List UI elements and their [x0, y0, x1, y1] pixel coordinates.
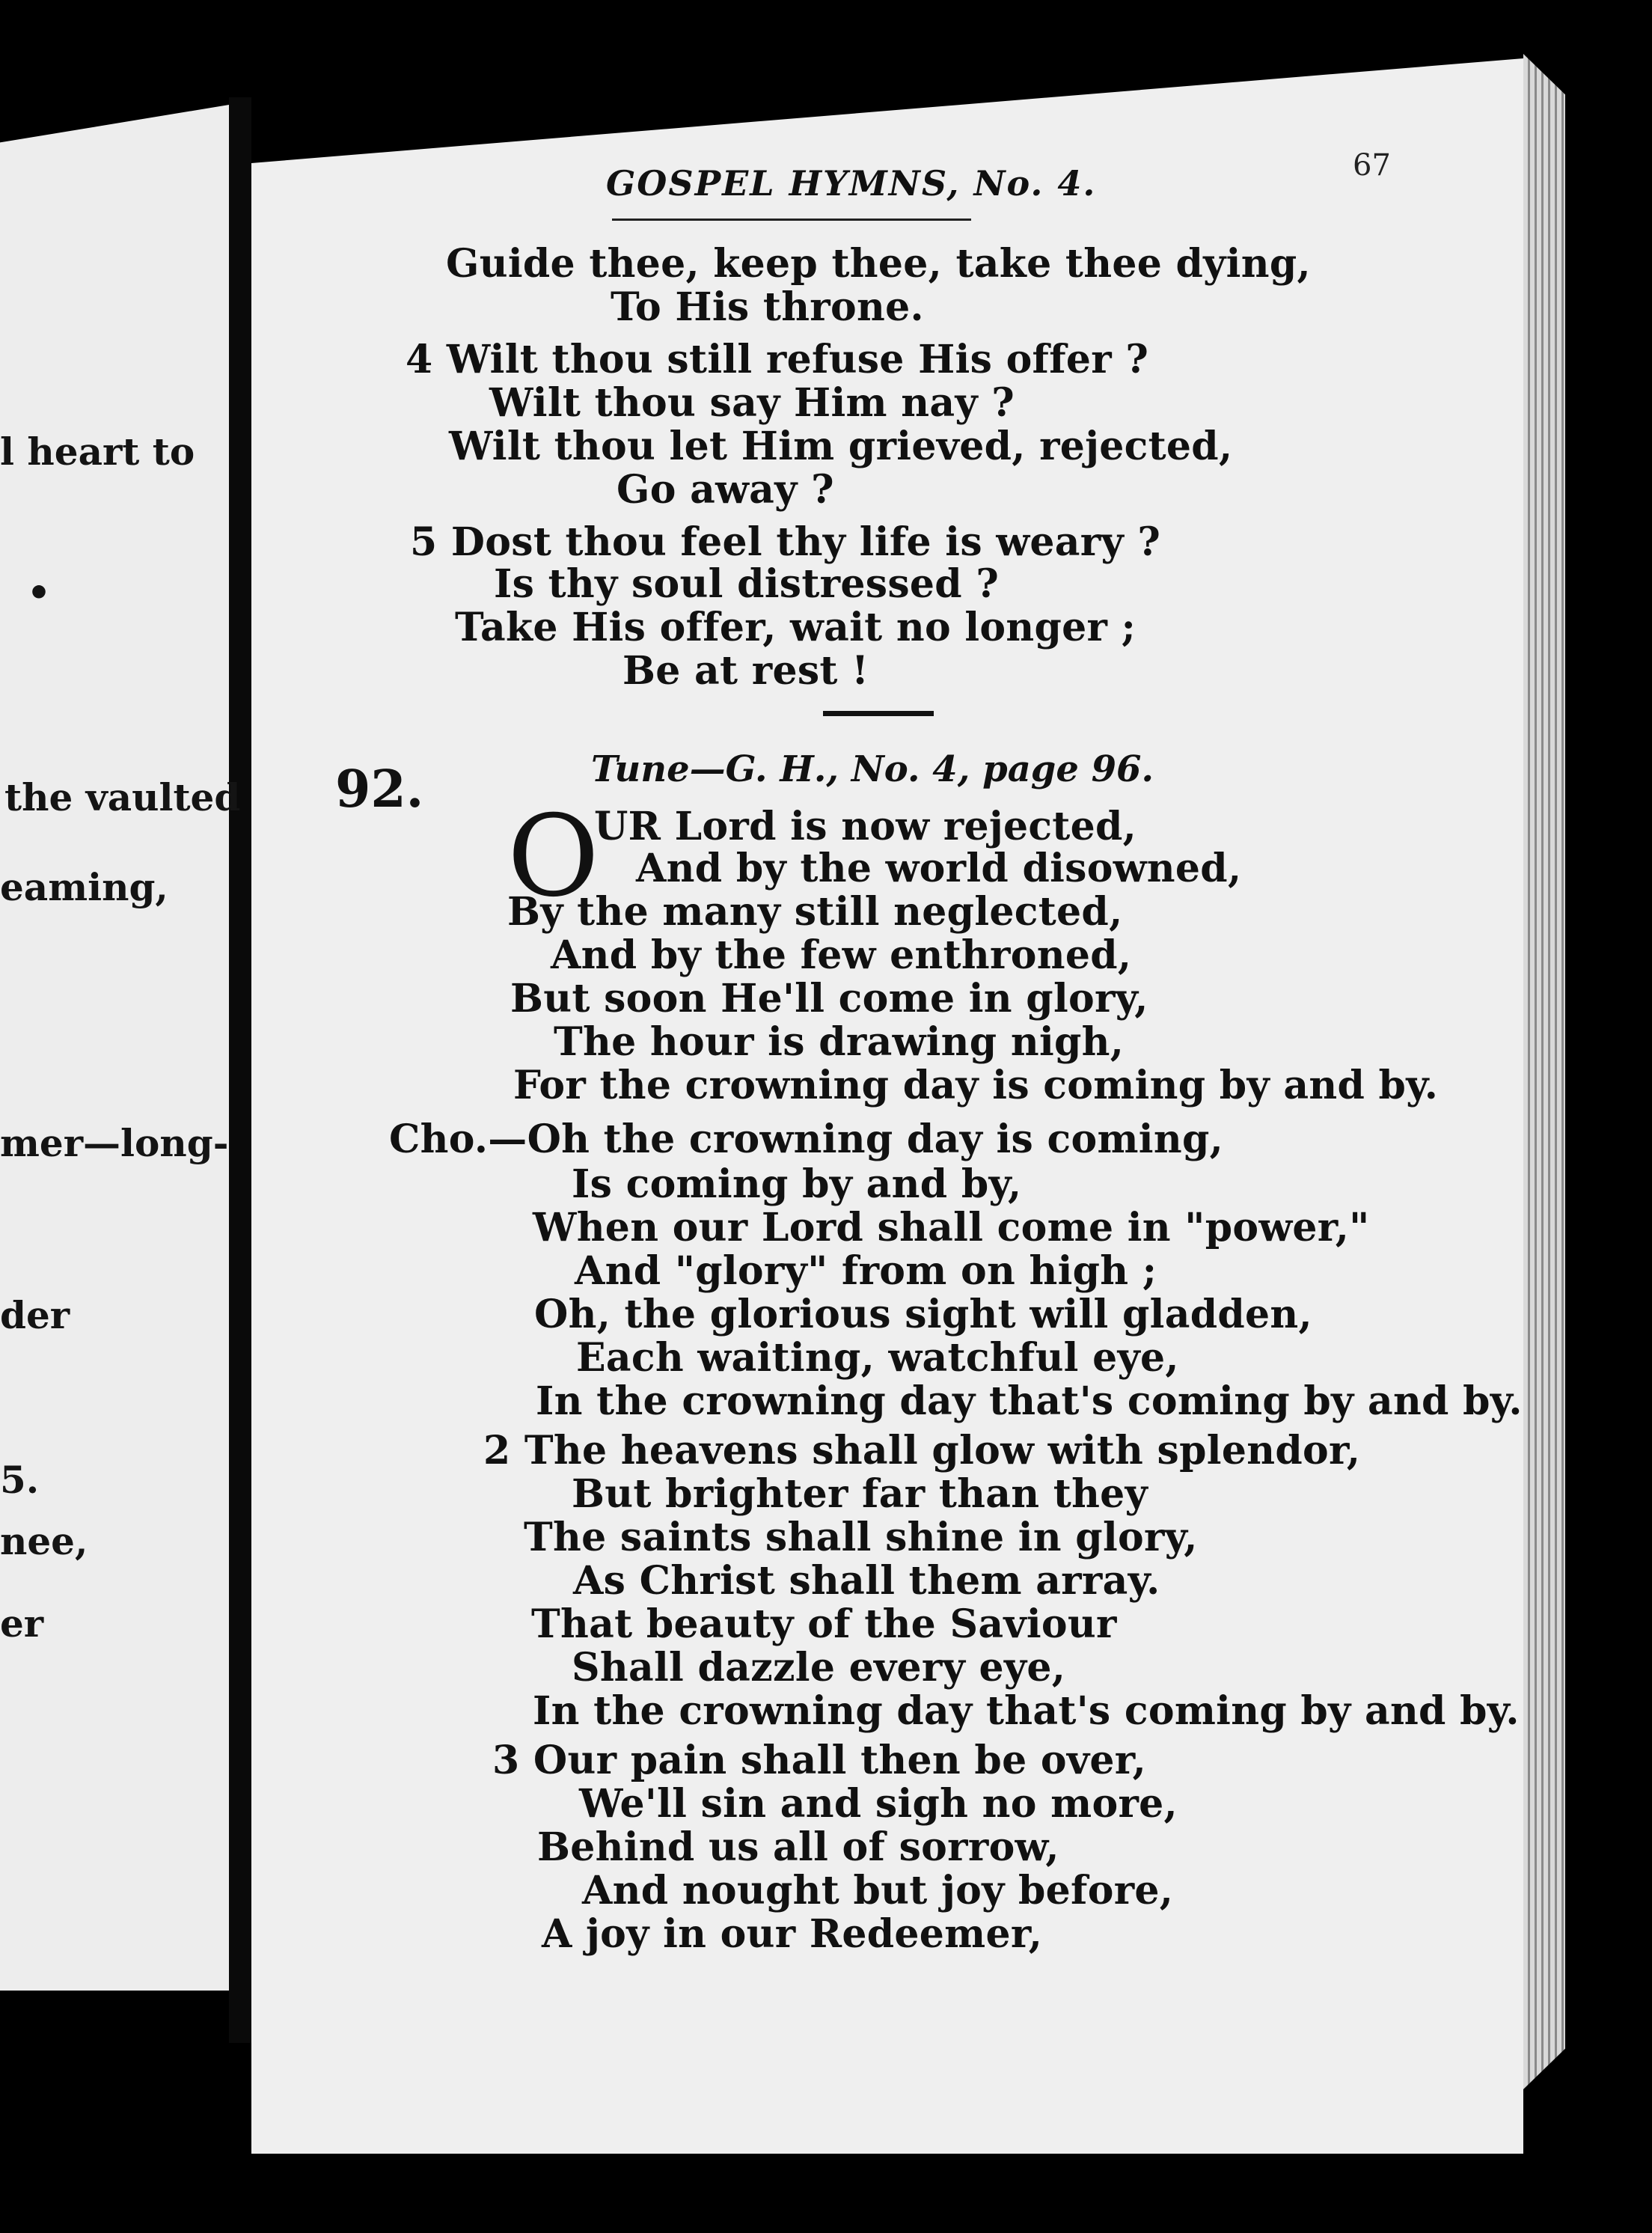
- header-rule: [612, 219, 971, 221]
- page-number: 67: [1353, 148, 1391, 183]
- section-divider: [823, 711, 934, 716]
- hymn-line: As Christ shall them array.: [573, 1558, 1160, 1604]
- hymn-line: Shall dazzle every eye,: [572, 1645, 1066, 1690]
- left-fragment: mer—long-: [0, 1121, 229, 1165]
- hymn-line: And by the few enthroned,: [551, 932, 1132, 978]
- page-edges: [1523, 54, 1565, 2089]
- hymn-number: 92.: [335, 760, 424, 819]
- left-fragment: der: [0, 1293, 70, 1337]
- hymn-line: And nought but joy before,: [582, 1868, 1174, 1913]
- hymn-line: 2 The heavens shall glow with splendor,: [483, 1428, 1361, 1473]
- chorus-line: Is coming by and by,: [572, 1161, 1022, 1207]
- hymn-line: Wilt thou let Him grieved, rejected,: [449, 424, 1233, 469]
- hymn-line: To His throne.: [611, 284, 924, 330]
- left-fragment: 5.: [0, 1458, 40, 1502]
- hymn-line: But soon He'll come in glory,: [510, 976, 1148, 1021]
- hymn-line: 5 Dost thou feel thy life is weary ?: [410, 519, 1161, 565]
- left-page: [0, 105, 229, 1991]
- left-fragment: •: [27, 570, 51, 614]
- hymn-line: And by the world disowned,: [636, 846, 1242, 891]
- running-title: GOSPEL HYMNS, No. 4.: [606, 163, 1097, 204]
- hymn-line: By the many still neglected,: [507, 889, 1123, 935]
- hymn-line: Behind us all of sorrow,: [537, 1824, 1059, 1870]
- left-fragment: er: [0, 1601, 44, 1646]
- hymn-line: Go away ?: [617, 467, 834, 513]
- hymn-line: The saints shall shine in glory,: [524, 1515, 1198, 1560]
- left-fragment: eaming,: [0, 865, 168, 909]
- chorus-line: Oh, the glorious sight will gladden,: [534, 1292, 1312, 1337]
- left-fragment: the vaulted: [4, 775, 241, 819]
- hymn-line: For the crowning day is coming by and by.: [513, 1063, 1439, 1108]
- chorus-line: Cho.—Oh the crowning day is coming,: [389, 1116, 1224, 1162]
- left-fragment: l heart to: [0, 430, 195, 474]
- hymn-line: In the crowning day that's coming by and by.: [533, 1688, 1520, 1734]
- hymn-line: Guide thee, keep thee, take thee dying,: [446, 241, 1311, 287]
- hymn-line: But brighter far than they: [572, 1471, 1148, 1517]
- hymn-line: UR Lord is now rejected,: [594, 804, 1137, 849]
- hymn-line: The hour is drawing nigh,: [554, 1019, 1125, 1065]
- drop-cap: O: [507, 792, 599, 922]
- hymn-line: A joy in our Redeemer,: [542, 1911, 1043, 1957]
- chorus-line: Each waiting, watchful eye,: [576, 1335, 1179, 1381]
- hymn-line: Be at rest !: [622, 648, 869, 694]
- hymn-line: We'll sin and sigh no more,: [579, 1781, 1178, 1827]
- book-spine: [229, 97, 251, 2043]
- chorus-line: In the crowning day that's coming by and by.: [536, 1378, 1523, 1424]
- hymn-line: Wilt thou say Him nay ?: [489, 380, 1015, 426]
- hymn-line: Is thy soul distressed ?: [494, 561, 1000, 607]
- chorus-line: And "glory" from on high ;: [575, 1248, 1157, 1294]
- chorus-line: When our Lord shall come in "power,": [533, 1205, 1370, 1250]
- hymn-line: 3 Our pain shall then be over,: [492, 1738, 1147, 1783]
- hymn-line: Take His offer, wait no longer ;: [455, 605, 1136, 650]
- left-fragment: nee,: [0, 1519, 88, 1563]
- tune-reference: Tune—G. H., No. 4, page 96.: [591, 748, 1154, 790]
- hymn-line: 4 Wilt thou still refuse His offer ?: [406, 337, 1149, 382]
- hymn-line: That beauty of the Saviour: [531, 1601, 1117, 1647]
